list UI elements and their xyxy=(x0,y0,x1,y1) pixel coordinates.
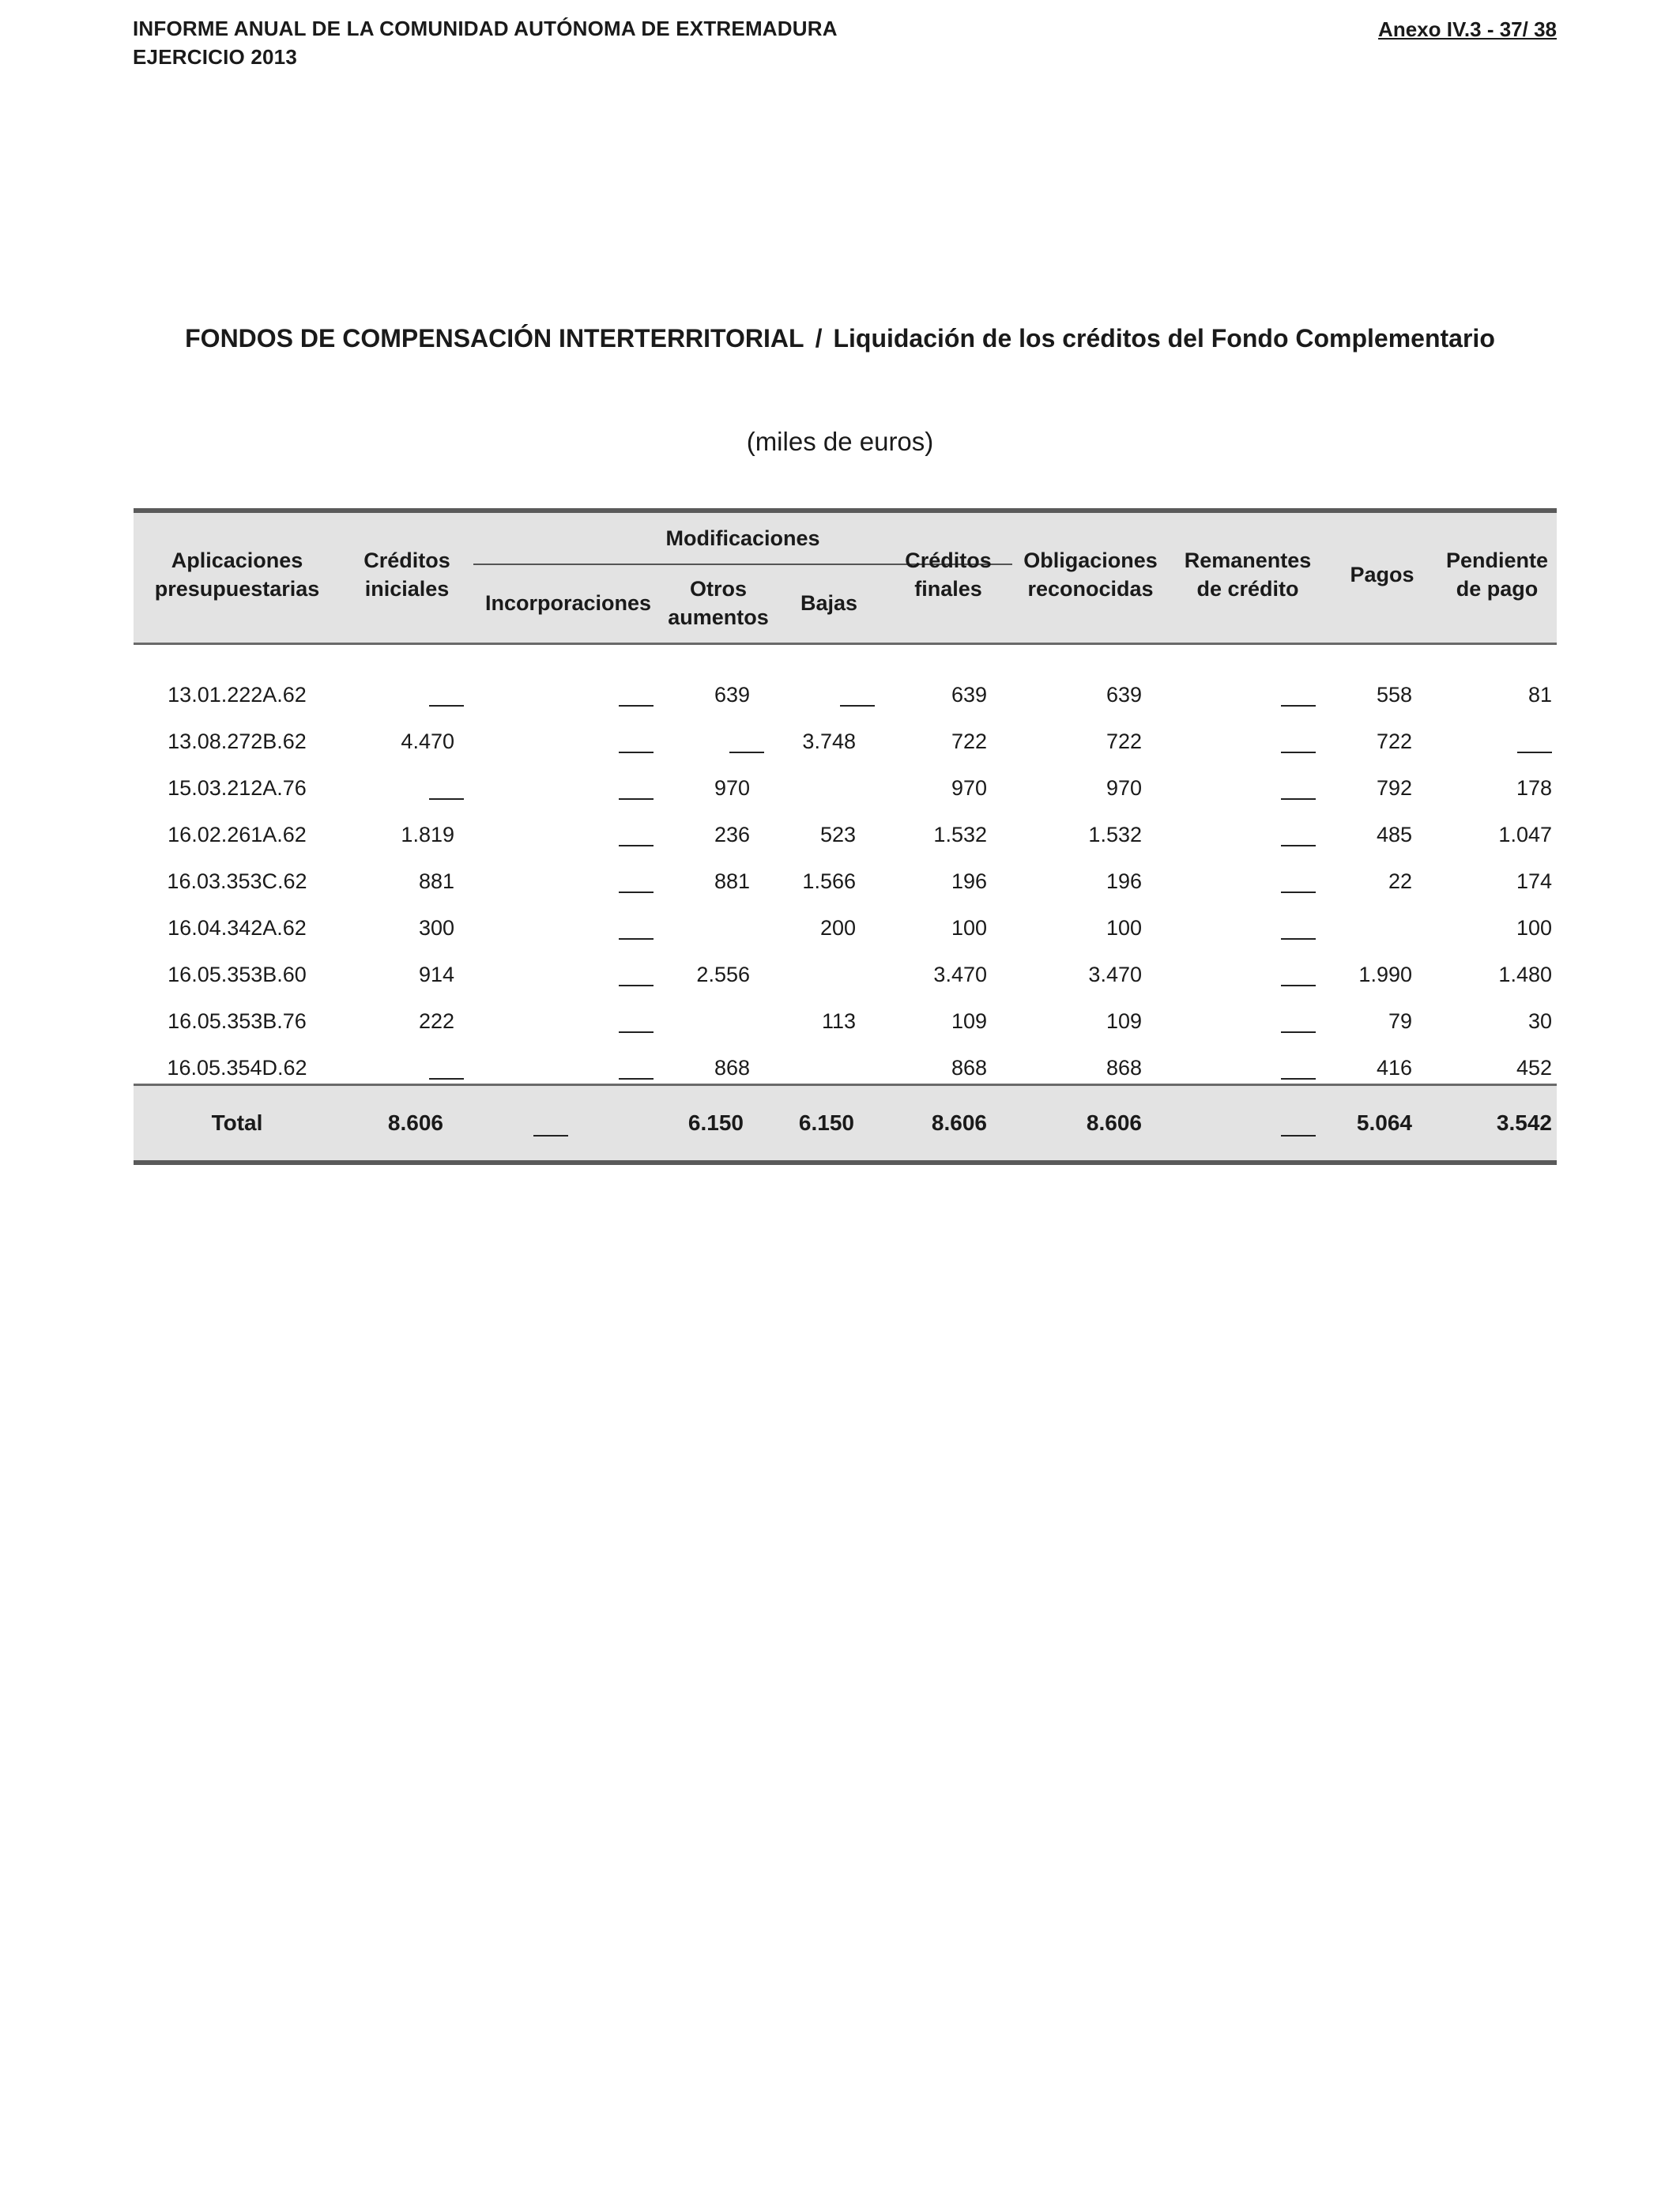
total-remanentes xyxy=(1281,1086,1316,1160)
cell-code: 13.01.222A.62 xyxy=(168,683,307,707)
empty-dash xyxy=(1281,938,1316,940)
report-year-line: EJERCICIO 2013 xyxy=(133,45,298,69)
cell-pagos: 722 xyxy=(1376,729,1412,753)
total-incorporaciones xyxy=(533,1086,568,1160)
empty-dash xyxy=(1281,892,1316,893)
cell-pagos: 792 xyxy=(1376,776,1412,800)
header-modificaciones: Modificaciones xyxy=(665,526,820,550)
empty-dash xyxy=(429,798,464,800)
header-otros-aumentos: Otros aumentos xyxy=(668,577,769,629)
table-row xyxy=(134,858,1557,904)
table-row xyxy=(134,672,1557,718)
title-sub: Liquidación de los créditos del Fondo Complementario xyxy=(833,324,1495,352)
page-reference: Anexo IV.3 - 37/ 38 xyxy=(1378,17,1557,41)
cell-finales: 868 xyxy=(951,1056,987,1080)
cell-iniciales xyxy=(429,765,464,811)
empty-dash xyxy=(1281,1135,1316,1137)
cell-remanentes xyxy=(1281,718,1316,764)
empty-dash xyxy=(1281,752,1316,753)
empty-dash xyxy=(729,752,764,753)
cell-pagos: 485 xyxy=(1376,823,1412,846)
empty-dash xyxy=(619,845,654,846)
cell-remanentes xyxy=(1281,998,1316,1044)
cell-iniciales: 300 xyxy=(418,916,454,940)
table-row xyxy=(134,952,1557,997)
header-remanentes: Remanentes de crédito xyxy=(1184,548,1312,601)
empty-dash xyxy=(619,985,654,986)
cell-bajas xyxy=(840,672,875,718)
cell-incorporaciones xyxy=(619,858,654,904)
title-separator: / xyxy=(815,324,823,352)
cell-obligaciones: 3.470 xyxy=(1088,963,1142,986)
cell-pendiente: 1.047 xyxy=(1498,823,1552,846)
cell-iniciales: 914 xyxy=(418,963,454,986)
cell-obligaciones: 639 xyxy=(1106,683,1142,707)
empty-dash xyxy=(619,938,654,940)
header-creditos-iniciales: Créditos iniciales xyxy=(363,548,450,601)
cell-pendiente xyxy=(1517,718,1552,764)
cell-finales: 970 xyxy=(951,776,987,800)
cell-otros xyxy=(729,718,764,764)
cell-finales: 639 xyxy=(951,683,987,707)
cell-pagos: 1.990 xyxy=(1358,963,1412,986)
header-bajas: Bajas xyxy=(800,591,858,615)
cell-otros: 868 xyxy=(714,1056,750,1080)
empty-dash xyxy=(619,892,654,893)
table-row xyxy=(134,718,1557,764)
cell-remanentes xyxy=(1281,858,1316,904)
empty-dash xyxy=(1281,1031,1316,1033)
cell-incorporaciones xyxy=(619,812,654,858)
cell-pendiente: 174 xyxy=(1516,869,1552,893)
cell-obligaciones: 100 xyxy=(1106,916,1142,940)
empty-dash xyxy=(1517,752,1552,753)
empty-dash xyxy=(533,1135,568,1137)
total-obligaciones: 8.606 xyxy=(1086,1110,1142,1135)
table-header xyxy=(134,508,1557,645)
cell-obligaciones: 196 xyxy=(1106,869,1142,893)
cell-pendiente: 81 xyxy=(1527,683,1552,707)
table-row xyxy=(134,812,1557,858)
cell-iniciales: 222 xyxy=(418,1009,454,1033)
cell-otros: 881 xyxy=(714,869,750,893)
title-main: FONDOS DE COMPENSACIÓN INTERTERRITORIAL xyxy=(185,324,804,352)
table-body xyxy=(134,645,1557,1084)
cell-obligaciones: 1.532 xyxy=(1088,823,1142,846)
cell-bajas: 113 xyxy=(821,1009,856,1033)
cell-remanentes xyxy=(1281,672,1316,718)
table-total-row xyxy=(134,1084,1557,1165)
header-creditos-finales: Créditos finales xyxy=(905,548,992,601)
total-pendiente: 3.542 xyxy=(1496,1110,1552,1135)
cell-pagos: 22 xyxy=(1388,869,1412,893)
cell-pendiente: 100 xyxy=(1516,916,1552,940)
cell-otros: 639 xyxy=(714,683,750,707)
empty-dash xyxy=(429,1078,464,1080)
cell-otros: 236 xyxy=(714,823,750,846)
empty-dash xyxy=(1281,1078,1316,1080)
total-bajas: 6.150 xyxy=(798,1110,854,1135)
cell-pagos: 416 xyxy=(1376,1056,1412,1080)
cell-remanentes xyxy=(1281,905,1316,951)
header-incorporaciones: Incorporaciones xyxy=(484,591,652,615)
cell-otros: 2.556 xyxy=(696,963,750,986)
cell-finales: 109 xyxy=(951,1009,987,1033)
empty-dash xyxy=(619,705,654,707)
empty-dash xyxy=(1281,705,1316,707)
total-pagos: 5.064 xyxy=(1356,1110,1412,1135)
cell-finales: 196 xyxy=(951,869,987,893)
total-finales: 8.606 xyxy=(931,1110,987,1135)
cell-remanentes xyxy=(1281,765,1316,811)
table-row xyxy=(134,765,1557,811)
cell-remanentes xyxy=(1281,812,1316,858)
cell-pagos: 558 xyxy=(1376,683,1412,707)
empty-dash xyxy=(619,1078,654,1080)
empty-dash xyxy=(619,1031,654,1033)
cell-bajas: 1.566 xyxy=(802,869,856,893)
cell-pagos: 79 xyxy=(1388,1009,1412,1033)
header-pagos: Pagos xyxy=(1350,563,1414,586)
cell-bajas: 3.748 xyxy=(802,729,856,753)
cell-iniciales: 4.470 xyxy=(401,729,454,753)
header-aplicaciones: Aplicaciones presupuestarias xyxy=(154,548,320,601)
cell-incorporaciones xyxy=(619,718,654,764)
empty-dash xyxy=(619,752,654,753)
cell-code: 13.08.272B.62 xyxy=(168,729,307,753)
cell-iniciales: 881 xyxy=(418,869,454,893)
total-otros: 6.150 xyxy=(687,1110,744,1135)
cell-code: 15.03.212A.76 xyxy=(168,776,307,800)
cell-finales: 1.532 xyxy=(933,823,987,846)
cell-bajas: 523 xyxy=(819,823,856,846)
table-row xyxy=(134,905,1557,951)
empty-dash xyxy=(429,705,464,707)
cell-pendiente: 30 xyxy=(1527,1009,1552,1033)
cell-incorporaciones xyxy=(619,905,654,951)
cell-iniciales xyxy=(429,672,464,718)
cell-obligaciones: 868 xyxy=(1106,1056,1142,1080)
cell-pendiente: 178 xyxy=(1516,776,1552,800)
cell-obligaciones: 970 xyxy=(1106,776,1142,800)
cell-pendiente: 452 xyxy=(1516,1056,1552,1080)
header-obligaciones: Obligaciones reconocidas xyxy=(1023,548,1158,601)
cell-finales: 722 xyxy=(951,729,987,753)
cell-code: 16.04.342A.62 xyxy=(168,916,307,940)
empty-dash xyxy=(1281,798,1316,800)
table-row xyxy=(134,998,1557,1044)
cell-remanentes xyxy=(1281,952,1316,997)
cell-code: 16.02.261A.62 xyxy=(168,823,307,846)
empty-dash xyxy=(619,798,654,800)
cell-code: 16.05.354D.62 xyxy=(167,1056,307,1080)
report-title-line: INFORME ANUAL DE LA COMUNIDAD AUTÓNOMA DE EXTREMADURA xyxy=(133,17,838,40)
empty-dash xyxy=(840,705,875,707)
cell-code: 16.05.353B.60 xyxy=(168,963,307,986)
cell-finales: 3.470 xyxy=(933,963,987,986)
cell-code: 16.05.353B.76 xyxy=(168,1009,307,1033)
report-header xyxy=(133,14,838,71)
cell-obligaciones: 109 xyxy=(1106,1009,1142,1033)
empty-dash xyxy=(1281,845,1316,846)
cell-pendiente: 1.480 xyxy=(1498,963,1552,986)
cell-iniciales: 1.819 xyxy=(401,823,454,846)
header-pendiente: Pendiente de pago xyxy=(1445,548,1549,601)
credits-table xyxy=(134,508,1557,1165)
empty-dash xyxy=(1281,985,1316,986)
cell-obligaciones: 722 xyxy=(1106,729,1142,753)
table-title xyxy=(0,324,1680,353)
cell-code: 16.03.353C.62 xyxy=(167,869,307,893)
total-label: Total xyxy=(211,1110,263,1135)
cell-incorporaciones xyxy=(619,998,654,1044)
units-note: (miles de euros) xyxy=(746,427,934,456)
cell-otros: 970 xyxy=(714,776,750,800)
cell-bajas: 200 xyxy=(819,916,856,940)
cell-incorporaciones xyxy=(619,952,654,997)
cell-incorporaciones xyxy=(619,765,654,811)
total-iniciales: 8.606 xyxy=(387,1110,443,1135)
cell-finales: 100 xyxy=(951,916,987,940)
cell-incorporaciones xyxy=(619,672,654,718)
